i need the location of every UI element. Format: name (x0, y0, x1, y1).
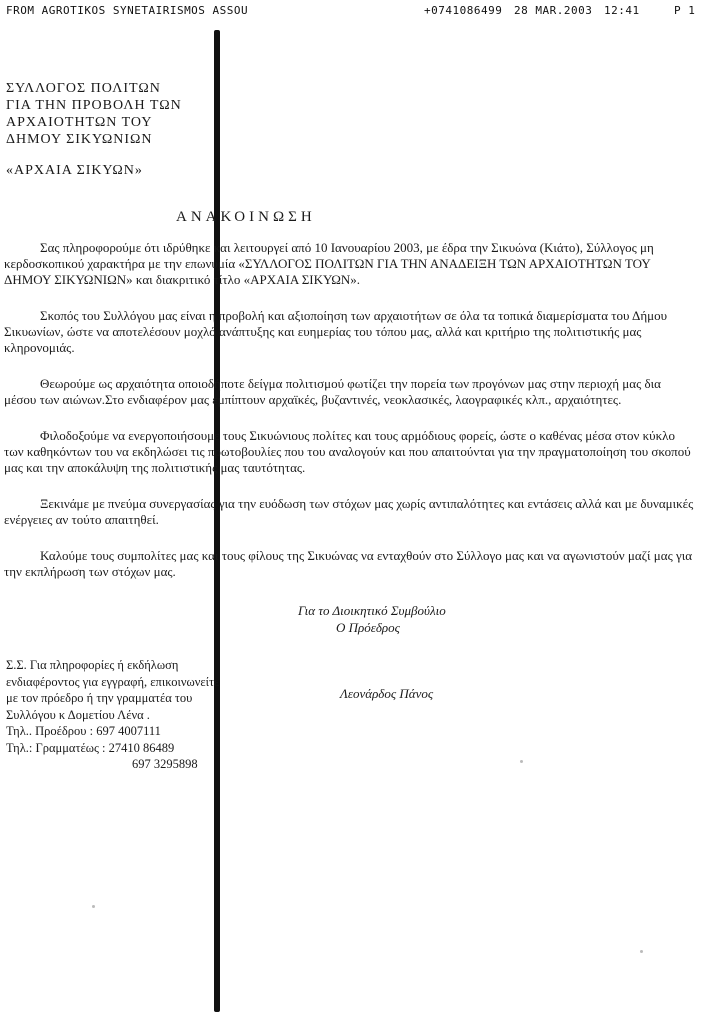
fax-sender: FROM AGROTIKOS SYNETAIRISMOS ASSOU (6, 4, 249, 17)
sender-line: ΓΙΑ ΤΗΝ ΠΡΟΒΟΛΗ ΤΩΝ (6, 98, 182, 113)
contact-line: ενδιαφέροντος για εγγραφή, επικοινωνείτε (6, 674, 220, 689)
president-name: Λεονάρδος Πάνος (340, 686, 434, 701)
paragraph: Φιλοδοξούμε να ενεργοποιήσουμε τους Σικυώνιους πολίτες και τους αρμόδιους φορείς, ώστε ο καθένας μέσα στον κύκλο των καθηκόντων του να εκδηλώσει τις πρωτοβουλίες που του αναλογούν και που απαιτούνται για την πραγματοποίηση του σκοπού μας και την αποκάλυψη της πολιτιστικής μας ταυτότητας. (4, 428, 691, 475)
scan-speck (640, 950, 643, 953)
sender-line: ΑΡΧΑΙΟΤΗΤΩΝ ΤΟΥ (6, 115, 153, 130)
paragraph: Σας πληροφορούμε ότι ιδρύθηκε και λειτουργεί από 10 Ιανουαρίου 2003, με έδρα την Σικυώνα (Κιάτο), Σύλλογος μη κερδοσκοπικού χαρακτήρα με την επωνυμία «ΣΥΛΛΟΓΟΣ ΠΟΛΙΤΩΝ ΓΙΑ ΤΗΝ ΑΝΑΔΕΙΞΗ ΤΩΝ ΑΡΧΑΙΟΤΗΤΩΝ ΤΟΥ ΔΗΜΟΥ ΣΙΚΥΩΝΙΩΝ» και διακριτικό τίτλο «ΑΡΧΑΙΑ ΣΙΚΥΩΝ». (4, 240, 654, 287)
fax-phone: +0741086499 (424, 4, 503, 17)
sender-line: ΔΗΜΟΥ ΣΙΚΥΩΝΙΩΝ (6, 132, 153, 147)
paragraph: Καλούμε τους συμπολίτες μας και τους φίλους της Σικυώνας να ενταχθούν στο Σύλλογο μας και να αγωνιστούν μαζί μας για την εκπλήρωση των στόχων μας. (4, 548, 693, 579)
signature-block (298, 602, 446, 636)
contact-line: Τηλ.: Γραμματέως : 27410 86489 (6, 740, 175, 755)
signature-line: Για το Διοικητικό Συμβούλιο (298, 603, 446, 618)
sender-block (6, 80, 182, 148)
contact-line: Συλλόγου κ Δομετίου Λένα . (6, 707, 150, 722)
contact-mobile: 697 3295898 (132, 757, 198, 771)
contact-line: με τον πρόεδρο ή την γραμματέα του (6, 691, 193, 705)
paragraph: Ξεκινάμε με πνεύμα συνεργασίας για την ευόδωση των στόχων μας χωρίς αντιπαλότητες και εντάσεις αλλά και με δυναμικές ενέργειες αν τούτο απαιτηθεί. (4, 496, 694, 527)
fax-time: 12:41 (604, 4, 640, 17)
sender-short-name: «ΑΡΧΑΙΑ ΣΙΚΥΩΝ» (6, 163, 143, 178)
fax-date: 28 MAR.2003 (514, 4, 593, 17)
document-title: ΑΝΑΚΟΙΝΩΣΗ (176, 209, 316, 225)
scan-speck (520, 760, 523, 763)
fax-page-number: P 1 (674, 4, 696, 17)
paragraph: Σκοπός του Συλλόγου μας είναι η προβολή και αξιοποίηση των αρχαιοτήτων σε όλα τα τοπικά διαμερίσματα του Δήμου Σικυωνίων, ώστε να αποτελέσουν μοχλό ανάπτυξης και ευημερίας του τόπου μας, αλλά και κριτήριο της πολιτιστικής μας κληρονομιάς. (4, 308, 668, 355)
contact-line: Σ.Σ. Για πληροφορίες ή εκδήλωση (6, 658, 179, 672)
contact-line: Τηλ.. Προέδρου : 697 4007111 (6, 724, 161, 738)
contact-block (6, 657, 219, 773)
paragraph: Θεωρούμε ως αρχαιότητα οποιοδήποτε δείγμα πολιτισμού φωτίζει την πορεία των προγόνων μας στην περιοχή μας δια μέσου των αιώνων.Στο ενδιαφέρον μας εμπίπτουν αρχαϊκές, βυζαντινές, νεοκλασικές, λαογραφικές κλπ., αρχαιότητες. (4, 376, 661, 407)
fax-header (6, 4, 718, 20)
announcement-body (4, 240, 694, 600)
signature-role: Ο Πρόεδρος (336, 620, 400, 635)
sender-line: ΣΥΛΛΟΓΟΣ ΠΟΛΙΤΩΝ (6, 81, 161, 96)
scan-speck (92, 905, 95, 908)
